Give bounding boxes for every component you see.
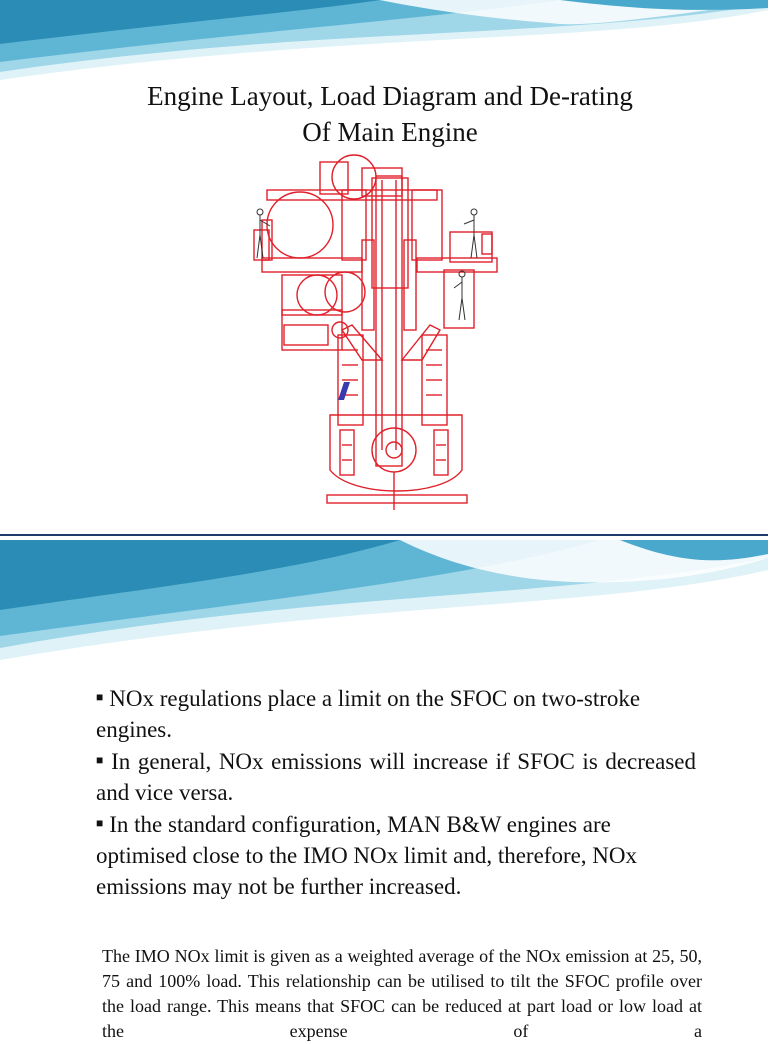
title-line-1: Engine Layout, Load Diagram and De-rating [147,81,633,111]
header-wave-decoration [0,0,768,90]
bullet-square-icon: ■ [96,690,104,704]
bullet-square-icon: ■ [96,753,106,767]
slide-2 [0,540,768,1041]
bullet-item-1: ■ NOx regulations place a limit on the SFOC on two-stroke engines. [96,686,641,742]
engine-cross-section-drawing [212,150,512,520]
operator-figure-middle [454,271,465,320]
engine-scavenge-receiver [267,192,333,258]
bullet-square-icon: ■ [96,816,104,830]
bullet-list [96,682,696,902]
bullet-item-3: ■ In the standard configuration, MAN B&W engines are optimised close to the IMO NOx limit and, therefore, NOx emissions may not be further increased. [96,812,638,899]
bullet-item-2: ■ In general, NOx emissions will increase if SFOC is decreased and vice versa. [96,749,696,805]
operator-figure-right [464,209,477,258]
header-wave-decoration [0,540,768,670]
body-paragraph: The IMO NOx limit is given as a weighted average of the NOx emission at 25, 50, 75 and 100% load. This relationship can be utilised to tilt the SFOC profile over the load range. This means that SFOC can be reduced at part load or low load at the expense of a [102,946,702,1041]
slide-title [0,78,780,150]
title-line-2: Of Main Engine [302,117,478,147]
engine-blue-component [338,382,350,400]
